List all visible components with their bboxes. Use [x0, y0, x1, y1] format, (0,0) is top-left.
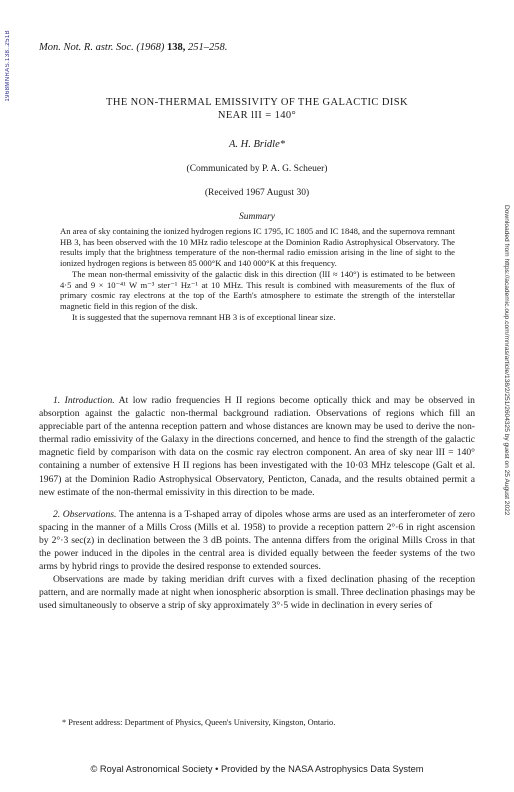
summary-paragraph: The mean non-thermal emissivity of the galactic disk in this direction (lII ≈ 140°) is estimated to be between 4·5 and 9 × 10⁻⁴¹ W m⁻³ ster⁻¹ Hz⁻¹ at 10 MHz. This result is combined with measurements of the flux of primary cosmic ray electrons at the top of the Earth's atmosphere to estimate the strength of the interstellar magnetic field in this region of the disk. — [60, 268, 455, 311]
section-label: 2. Observations. — [53, 508, 117, 520]
observations-paragraph — [39, 508, 475, 573]
page-footer: © Royal Astronomical Society • Provided by the NASA Astrophysics Data System — [90, 764, 424, 774]
section-label: 1. Introduction. — [53, 395, 115, 406]
summary-heading: Summary — [239, 212, 275, 222]
footnote: * Present address: Department of Physics, Queen's University, Kingston, Ontario. — [62, 718, 336, 727]
download-notice-margin: Downloaded from https://academic.oup.com/mnras/article/138/2/251/2604325 by guest on 25 August 2022 — [503, 205, 510, 516]
journal-name: Mon. Not. R. astr. Soc. — [39, 42, 134, 53]
journal-volume: 138, — [167, 42, 186, 53]
body-text — [39, 394, 475, 613]
bibcode-margin: 1968MNRAS.138..251B — [5, 30, 11, 102]
journal-pages: 251–258. — [188, 42, 228, 53]
journal-year: (1968) — [136, 42, 165, 53]
summary-block — [60, 226, 455, 322]
received-date: (Received 1967 August 30) — [204, 188, 310, 198]
summary-paragraph: An area of sky containing the ionized hydrogen regions IC 1795, IC 1805 and IC 1848, and the supernova remnant HB 3, has been observed with the 10 MHz radio telescope at the Dominion Radio Astrophysical Observatory. The results imply that the brightness temperature of the non-thermal radio emission arising in the line of sight to the ionized hydrogen regions is between 85 000°K and 140 000°K at this frequency. — [60, 226, 455, 269]
introduction-paragraph — [39, 394, 475, 499]
title-line-1: THE NON-THERMAL EMISSIVITY OF THE GALACTIC DISK — [106, 97, 408, 108]
communicated-by: (Communicated by P. A. G. Scheuer) — [186, 164, 328, 174]
paper-title — [40, 96, 474, 122]
observations-continued-paragraph: Observations are made by taking meridian drift curves with a fixed declination phasing of the reception pattern, and are normally made at night when ionospheric absorption is small. Three declination phasings may be used simultaneously to observe a strip of sky approximately 3°·5 wide in declination in every series of — [39, 574, 475, 612]
paragraph-text: At low radio frequencies H II regions become optically thick and may be observed in absorption against the galactic non-thermal background radiation. Observations of regions which fill an appreciable part of the antenna reception pattern and whose distances are known may be used to derive the non-thermal radio emissivity of the Galaxy in the directions concerned, and hence to find the strength of the galactic magnetic field by comparison with data on the cosmic ray electron component. An area of sky near lII = 140° containing a number of extensive H II regions has been investigated with the 10·03 MHz telescope (Galt et al. 1967) at the Dominion Radio Astrophysical Observatory, Penticton, Canada, and the results obtained permit a new estimate of the non-thermal emissivity in this direction to be made. — [39, 395, 475, 498]
journal-citation — [39, 42, 227, 53]
paragraph-text: The antenna is a T-shaped array of dipoles whose arms are used as an interferometer of zero spacing in the manner of a Mills Cross (Mills et al. 1958) to provide a reception pattern 2°·6 in right ascension by 2°·3 sec(z) in declination between the 3 dB points. The antenna differs from the original Mills Cross in that the power induced in the dipoles in the central area is divided equally between the feeder systems of the two arms by hybrid rings to provide the desired response to extended sources. — [39, 508, 476, 573]
summary-paragraph: It is suggested that the supernova remnant HB 3 is of exceptional linear size. — [72, 311, 336, 322]
title-line-2: NEAR lII = 140° — [217, 110, 297, 121]
author: A. H. Bridle* — [229, 139, 285, 150]
